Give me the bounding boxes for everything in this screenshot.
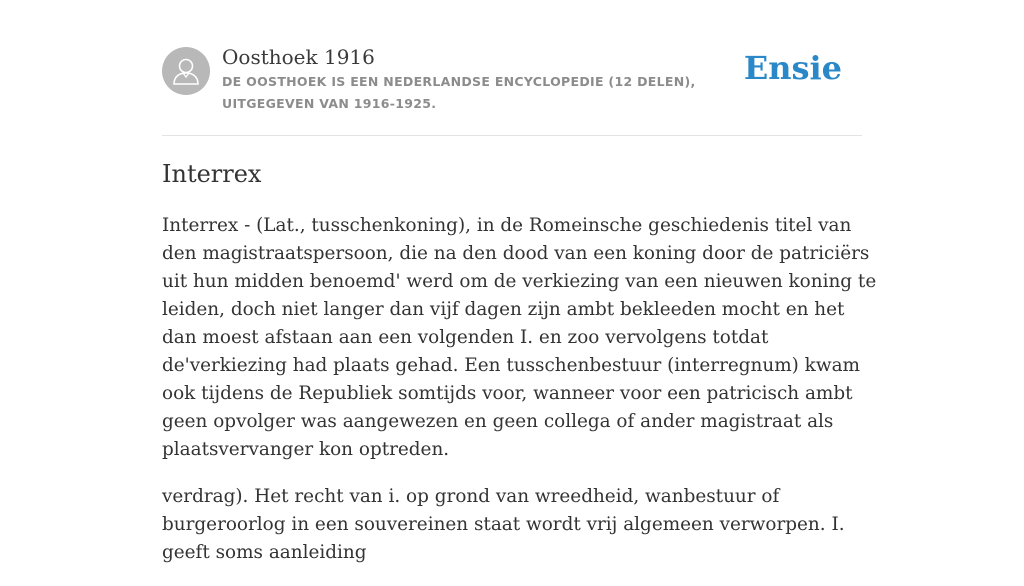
entry-paragraph: verdrag). Het recht van i. op grond van wreedheid, wanbestuur of burgeroorlog in een souvereinen staat wordt vrij algemeen verworpen. I. geeft soms aanleiding [162,486,845,563]
source-title[interactable]: Oosthoek 1916 [222,45,375,69]
source-avatar[interactable] [162,47,210,95]
entry-paragraph: Interrex - (Lat., tusschenkoning), in de Romeinsche geschiedenis titel van den magistraatspersoon, die na den dood van een koning door de patriciërs uit hun midden benoemd' werd om de verkiezing van een nieuwen koning te leiden, doch niet langer dan vijf dagen zijn ambt bekleeden mocht en het dan moest afstaan aan een volgenden I. en zoo vervolgens totdat de'verkiezing had plaats gehad. Een tusschenbestuur (interregnum) kwam ook tijdens de Republiek somtijds voor, wanneer voor een patricisch ambt geen opvolger was aangewezen en geen collega of ander magistraat als plaatsvervanger kon optreden. [162,215,877,460]
entry-title: Interrex [162,160,262,188]
source-header [162,44,862,136]
entry-body [162,212,882,586]
ensie-logo-link[interactable]: Ensie [743,49,842,87]
user-icon [172,56,200,86]
source-description: DE OOSTHOEK IS EEN NEDERLANDSE ENCYCLOPEDIE (12 DELEN), UITGEGEVEN VAN 1916-1925. [222,74,696,111]
